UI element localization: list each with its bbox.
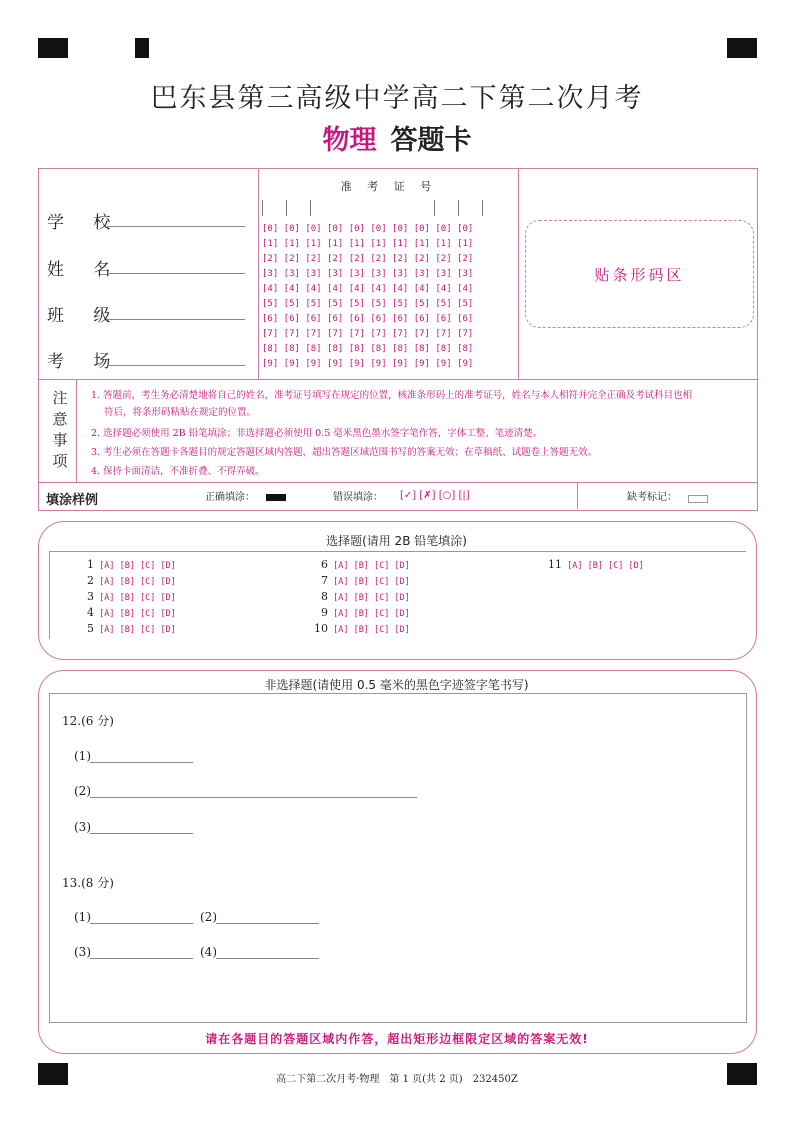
name-input[interactable]: [107, 273, 245, 274]
question-12-heading: 12.(6 分): [62, 714, 114, 728]
registration-mark: [727, 38, 757, 58]
answer-options[interactable]: [A] [B] [C] [D]: [94, 561, 176, 571]
answer-options[interactable]: [A] [B] [C] [D]: [94, 625, 176, 635]
registration-mark: [135, 38, 149, 58]
school-label: 学 校: [47, 213, 123, 233]
question-number: 1: [87, 558, 94, 571]
answer-options[interactable]: [A] [B] [C] [D]: [94, 609, 176, 619]
choice-question-11[interactable]: [548, 558, 644, 571]
q13-part2-answer[interactable]: [216, 923, 319, 924]
q13-part3-label: (3): [74, 945, 91, 959]
choice-question-9[interactable]: [314, 606, 410, 619]
digit-row[interactable]: [3] [3] [3] [3] [3] [3] [3] [3] [3] [3]: [262, 269, 474, 279]
barcode-label: 贴条形码区: [594, 265, 685, 284]
question-number: 3: [87, 590, 94, 603]
question-number: 8: [321, 590, 328, 603]
answer-options[interactable]: [A] [B] [C] [D]: [328, 625, 410, 635]
answer-options[interactable]: [A] [B] [C] [D]: [94, 593, 176, 603]
ticket-cell[interactable]: [482, 200, 483, 216]
choice-question-8[interactable]: [314, 590, 410, 603]
digit-row[interactable]: [7] [7] [7] [7] [7] [7] [7] [7] [7] [7]: [262, 329, 474, 339]
absent-label: 缺考标记：: [627, 492, 677, 503]
q12-part1-label: (1): [74, 749, 91, 763]
answer-options[interactable]: [A] [B] [C] [D]: [328, 561, 410, 571]
divider: [38, 379, 757, 380]
question-13-heading: 13.(8 分): [62, 876, 114, 890]
ticket-cell[interactable]: [262, 200, 263, 216]
q12-part2-answer[interactable]: [90, 797, 417, 798]
question-number: 11: [548, 558, 562, 571]
divider: [258, 168, 259, 379]
check-mark-sample: [✓]: [400, 490, 417, 501]
choice-question-2[interactable]: [80, 574, 176, 587]
ticket-cell[interactable]: [458, 200, 459, 216]
ticket-number-title: 准 考 证 号: [340, 180, 438, 193]
page-footer: 高二下第二次月考·物理 第 1 页(共 2 页) 232450Z: [276, 1074, 518, 1085]
correct-fill-label: 正确填涂：: [205, 492, 255, 503]
question-number: 6: [321, 558, 328, 571]
q13-part1-answer[interactable]: [90, 923, 193, 924]
q12-part3-label: (3): [74, 820, 91, 834]
cross-mark-sample: [✗]: [419, 490, 436, 501]
digit-row[interactable]: [2] [2] [2] [2] [2] [2] [2] [2] [2] [2]: [262, 254, 474, 264]
answer-options[interactable]: [A] [B] [C] [D]: [328, 593, 410, 603]
choice-question-10[interactable]: [314, 622, 410, 635]
choice-question-3[interactable]: [80, 590, 176, 603]
divider: [518, 168, 519, 379]
barcode-area: [525, 220, 754, 328]
digit-row[interactable]: [4] [4] [4] [4] [4] [4] [4] [4] [4] [4]: [262, 284, 474, 294]
q13-part2-label: (2): [200, 910, 217, 924]
answer-options[interactable]: [A] [B] [C] [D]: [94, 577, 176, 587]
ticket-cell[interactable]: [310, 200, 311, 216]
subject-name: 物理: [322, 125, 377, 156]
correct-fill-sample: [266, 494, 286, 501]
class-input[interactable]: [107, 319, 245, 320]
circle-mark-sample: [○]: [438, 490, 456, 501]
digit-row[interactable]: [9] [9] [9] [9] [9] [9] [9] [9] [9] [9]: [262, 359, 474, 369]
choice-question-1[interactable]: [80, 558, 176, 571]
exam-title: 巴东县第三高级中学高二下第二次月考: [150, 83, 644, 114]
wrong-fill-label: 错误填涂：: [333, 492, 383, 503]
note-line: 符后，将条形码粘贴在规定的位置。: [104, 407, 257, 418]
q12-part2-label: (2): [74, 784, 91, 798]
registration-mark: [38, 38, 68, 58]
notes-heading: 注意事项: [52, 389, 68, 470]
digit-row[interactable]: [5] [5] [5] [5] [5] [5] [5] [5] [5] [5]: [262, 299, 474, 309]
room-input[interactable]: [107, 365, 245, 366]
nonchoice-frame: [49, 693, 747, 1023]
digit-row[interactable]: [6] [6] [6] [6] [6] [6] [6] [6] [6] [6]: [262, 314, 474, 324]
question-number: 5: [87, 622, 94, 635]
choice-question-5[interactable]: [80, 622, 176, 635]
choice-question-6[interactable]: [314, 558, 410, 571]
card-title: [0, 118, 794, 157]
answer-options[interactable]: [A] [B] [C] [D]: [562, 561, 644, 571]
name-label: 姓 名: [47, 260, 123, 280]
note-line: 3. 考生必须在答题卡各题目的规定答题区域内答题，超出答题区域范围书写的答案无效；在草稿纸、试题卷上答题无效。: [91, 447, 598, 458]
divider: [577, 482, 578, 509]
ticket-cell[interactable]: [434, 200, 435, 216]
divider: [76, 379, 77, 482]
nonchoice-title: 非选择题(请使用 0.5 毫米的黑色字迹签字笔书写): [264, 678, 529, 692]
fill-example-label: 填涂样例: [46, 493, 99, 508]
digit-row[interactable]: [1] [1] [1] [1] [1] [1] [1] [1] [1] [1]: [262, 239, 474, 249]
digit-row[interactable]: [8] [8] [8] [8] [8] [8] [8] [8] [8] [8]: [262, 344, 474, 354]
choice-question-7[interactable]: [314, 574, 410, 587]
choice-title: 选择题(请用 2B 铅笔填涂): [326, 534, 467, 548]
ticket-digit-grid[interactable]: [262, 222, 473, 372]
q13-part1-label: (1): [74, 910, 91, 924]
note-line: 2. 选择题必须使用 2B 铅笔填涂；非选择题必须使用 0.5 毫米黑色墨水签字笔作答，字体工整、笔迹清楚。: [91, 428, 543, 439]
note-line: 1. 答题前，考生务必清楚地将自己的姓名，准考证号填写在规定的位置，核准条形码上的准考证号，姓名与本人相符并完全正确及考试科目也相: [91, 390, 693, 401]
card-label: 答题卡: [390, 125, 472, 156]
q12-part3-answer[interactable]: [90, 833, 193, 834]
choice-question-4[interactable]: [80, 606, 176, 619]
question-number: 9: [321, 606, 328, 619]
q13-part3-answer[interactable]: [90, 958, 193, 959]
wrong-fill-samples: [400, 490, 470, 501]
answer-area-warning: 请在各题目的答题区域内作答，超出矩形边框限定区域的答案无效!: [205, 1032, 589, 1046]
answer-options[interactable]: [A] [B] [C] [D]: [328, 609, 410, 619]
q12-part1-answer[interactable]: [90, 762, 193, 763]
room-label: 考 场: [47, 352, 123, 372]
note-line: 4. 保持卡面清洁，不准折叠、不得弄破。: [91, 466, 265, 477]
question-number: 2: [87, 574, 94, 587]
ticket-cell[interactable]: [286, 200, 287, 216]
absent-mark-box[interactable]: [688, 495, 708, 503]
question-number: 4: [87, 606, 94, 619]
school-input[interactable]: [107, 226, 245, 227]
class-label: 班 级: [47, 306, 123, 326]
digit-row[interactable]: [0] [0] [0] [0] [0] [0] [0] [0] [0] [0]: [262, 224, 474, 234]
q13-part4-label: (4): [200, 945, 217, 959]
question-number: 7: [321, 574, 328, 587]
q13-part4-answer[interactable]: [216, 958, 319, 959]
answer-options[interactable]: [A] [B] [C] [D]: [328, 577, 410, 587]
question-number: 10: [314, 622, 328, 635]
divider: [38, 482, 757, 483]
partial-mark-sample: [|]: [458, 490, 470, 501]
